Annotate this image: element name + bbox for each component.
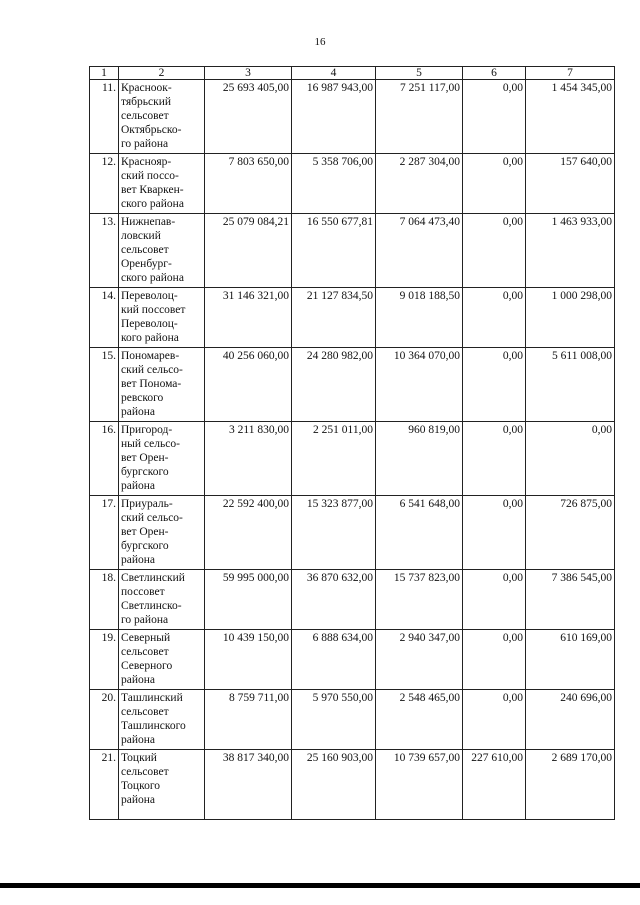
amount-c6: 0,00 [463,288,526,348]
settlement-name-line: вет Понома- [121,378,182,390]
settlement-name-line: Пономарев- [121,350,180,362]
amount-c6: 0,00 [463,422,526,496]
settlement-name-line: района [121,794,156,806]
row-index: 18. [90,570,119,630]
settlement-name-line: ского района [121,198,184,210]
settlement-name [119,80,205,154]
amount-c6: 0,00 [463,496,526,570]
table-row [90,496,615,570]
settlement-name-line: Оренбург- [121,258,172,270]
amount-c7: 1 454 345,00 [526,80,615,154]
column-header: 6 [463,67,526,80]
settlement-name [119,750,205,820]
header-row [90,67,615,80]
amount-c3: 22 592 400,00 [205,496,292,570]
settlement-name-line: района [121,480,156,492]
settlement-name-line: го района [121,138,169,150]
column-header: 3 [205,67,292,80]
amount-c6: 0,00 [463,214,526,288]
amount-c3: 3 211 830,00 [205,422,292,496]
row-index: 15. [90,348,119,422]
settlement-name-line: ский сельсо- [121,364,183,376]
table-row [90,288,615,348]
settlement-name-line: сельсовет [121,706,169,718]
amount-c5: 2 940 347,00 [376,630,463,690]
settlement-name-line: бургского [121,540,169,552]
settlement-name-line: Октябрьско- [121,124,182,136]
row-index: 17. [90,496,119,570]
amount-c4: 2 251 011,00 [292,422,376,496]
settlement-name-line: кого района [121,332,179,344]
settlement-name [119,214,205,288]
amount-c7: 2 689 170,00 [526,750,615,820]
amount-c4: 36 870 632,00 [292,570,376,630]
settlement-name-line: Переволоц- [121,290,178,302]
table-row [90,80,615,154]
bottom-rule [0,883,640,888]
row-index: 13. [90,214,119,288]
amount-c7: 1 000 298,00 [526,288,615,348]
amount-c3: 25 693 405,00 [205,80,292,154]
amount-c5: 9 018 188,50 [376,288,463,348]
settlement-name-line: вет Орен- [121,452,169,464]
amount-c5: 10 739 657,00 [376,750,463,820]
amount-c4: 5 358 706,00 [292,154,376,214]
table-row [90,348,615,422]
amount-c6: 0,00 [463,80,526,154]
settlement-name-line: Краснояр- [121,156,172,168]
column-header: 4 [292,67,376,80]
row-index: 14. [90,288,119,348]
amount-c5: 960 819,00 [376,422,463,496]
column-header: 2 [119,67,205,80]
amount-c7: 610 169,00 [526,630,615,690]
settlement-name-line: вет Орен- [121,526,169,538]
settlement-name-line: Красноок- [121,82,172,94]
settlement-name-line: Пригород- [121,424,173,436]
amount-c5: 2 287 304,00 [376,154,463,214]
amount-c3: 38 817 340,00 [205,750,292,820]
settlement-name-line: ского района [121,272,184,284]
settlement-name-line: Тоцкий [121,752,157,764]
amount-c6: 0,00 [463,690,526,750]
settlement-name-line: Ташлинского [121,720,186,732]
settlement-name-line: ный сельсо- [121,438,180,450]
column-header: 1 [90,67,119,80]
settlement-name-line: сельсовет [121,766,169,778]
amount-c4: 6 888 634,00 [292,630,376,690]
table-row [90,630,615,690]
amount-c6: 0,00 [463,348,526,422]
row-index: 19. [90,630,119,690]
amount-c5: 2 548 465,00 [376,690,463,750]
amount-c3: 25 079 084,21 [205,214,292,288]
amount-c7: 726 875,00 [526,496,615,570]
settlement-name-line: района [121,406,156,418]
settlement-name-line: района [121,674,156,686]
settlement-name-line: сельсовет [121,110,169,122]
amount-c3: 59 995 000,00 [205,570,292,630]
amount-c4: 25 160 903,00 [292,750,376,820]
row-index: 21. [90,750,119,820]
amount-c5: 15 737 823,00 [376,570,463,630]
settlement-name-line: ловский [121,230,161,242]
settlement-name [119,690,205,750]
amount-c3: 40 256 060,00 [205,348,292,422]
amount-c3: 7 803 650,00 [205,154,292,214]
settlement-name [119,154,205,214]
amount-c5: 6 541 648,00 [376,496,463,570]
settlement-name-line: ревского [121,392,164,404]
table-row [90,214,615,288]
settlement-name [119,288,205,348]
row-index: 11. [90,80,119,154]
table-body [90,80,615,820]
settlement-name-line: тябрьский [121,96,172,108]
settlement-name-line: Нижнепав- [121,216,176,228]
amount-c6: 0,00 [463,154,526,214]
amount-c5: 7 251 117,00 [376,80,463,154]
settlement-name [119,570,205,630]
settlement-name-line: Тоцкого [121,780,160,792]
settlement-name [119,496,205,570]
settlement-name-line: сельсовет [121,646,169,658]
settlement-name-line: ский поссо- [121,170,179,182]
column-header: 5 [376,67,463,80]
amount-c7: 1 463 933,00 [526,214,615,288]
settlement-name-line: района [121,554,156,566]
table-row [90,750,615,820]
table-row [90,570,615,630]
amount-c6: 227 610,00 [463,750,526,820]
settlement-name-line: Ташлинский [121,692,183,704]
page-number: 16 [314,36,326,48]
amount-c4: 16 550 677,81 [292,214,376,288]
settlement-name-line: поссовет [121,586,165,598]
settlement-name-line: сельсовет [121,244,169,256]
settlement-name [119,348,205,422]
amount-c4: 5 970 550,00 [292,690,376,750]
amount-c4: 24 280 982,00 [292,348,376,422]
amount-c4: 21 127 834,50 [292,288,376,348]
amount-c3: 31 146 321,00 [205,288,292,348]
settlement-name-line: Северный [121,632,171,644]
settlement-name-line: го района [121,614,169,626]
settlement-name-line: кий поссовет [121,304,186,316]
settlement-name-line: вет Кваркен- [121,184,184,196]
amount-c4: 16 987 943,00 [292,80,376,154]
budget-table [89,66,615,820]
table-row [90,422,615,496]
settlement-name-line: района [121,734,156,746]
row-index: 16. [90,422,119,496]
amount-c5: 10 364 070,00 [376,348,463,422]
settlement-name-line: бургского [121,466,169,478]
amount-c4: 15 323 877,00 [292,496,376,570]
amount-c5: 7 064 473,40 [376,214,463,288]
table-row [90,154,615,214]
amount-c3: 8 759 711,00 [205,690,292,750]
row-index: 20. [90,690,119,750]
amount-c7: 5 611 008,00 [526,348,615,422]
column-header: 7 [526,67,615,80]
settlement-name [119,422,205,496]
settlement-name-line: Приураль- [121,498,173,510]
settlement-name [119,630,205,690]
amount-c7: 7 386 545,00 [526,570,615,630]
amount-c7: 0,00 [526,422,615,496]
settlement-name-line: Переволоц- [121,318,178,330]
settlement-name-line: Северного [121,660,173,672]
amount-c3: 10 439 150,00 [205,630,292,690]
table-row [90,690,615,750]
settlement-name-line: Светлинский [121,572,185,584]
row-index: 12. [90,154,119,214]
amount-c6: 0,00 [463,570,526,630]
amount-c7: 157 640,00 [526,154,615,214]
amount-c6: 0,00 [463,630,526,690]
settlement-name-line: ский сельсо- [121,512,183,524]
amount-c7: 240 696,00 [526,690,615,750]
settlement-name-line: Светлинско- [121,600,182,612]
